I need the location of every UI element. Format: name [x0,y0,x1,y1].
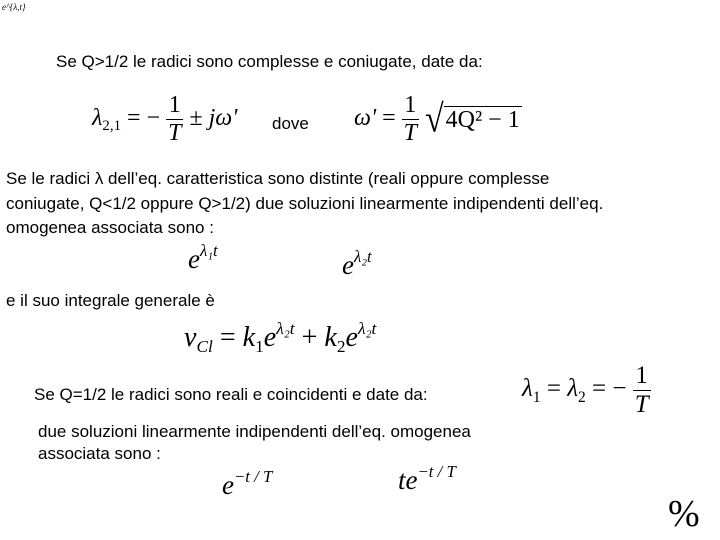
equation-equal-roots [522,362,651,419]
exp-exponent-1: λ₂t [276,318,295,338]
paragraph-complex-roots: Se Q>1/2 le radici sono complesse e coniugate, date da: [56,52,483,71]
paragraph-coincident-roots: Se Q=1/2 le radici sono reali e coincidenti e date da: [34,385,428,404]
lambda2-subscript: 2 [578,388,586,406]
label-dove: dove [272,114,309,133]
plus-sign: + [301,322,318,353]
exp-base: e [342,250,354,280]
exp-exponent: λ₁t [199,241,218,261]
exp-base: te [398,465,418,495]
paragraph-general-integral: e il suo integrale generale è [6,291,215,310]
radical-sign-icon: √ [424,97,444,141]
radicand: 4Q² − 1 [445,106,520,133]
v-symbol: v [184,322,197,353]
exp-base: e [222,470,234,500]
paragraph-distinct-roots-line2: coniugate, Q<1/2 oppure Q>1/2) due soluzioni linearmente indipendenti dell’eq. [6,194,604,213]
fraction-one-over-t [402,92,419,147]
exp-exponent: −t / T [233,467,273,487]
lambda-subscript: 2,1 [102,118,121,135]
fraction-numerator: 1 [635,362,648,389]
lambda-symbol: λ [92,105,103,132]
paragraph-distinct-roots-line3: omogenea associata sono : [6,218,214,237]
fraction-one-over-t [633,362,651,419]
equals-sign: = [546,375,561,403]
corner-formula-mark: e^{λ,t} [2,2,26,12]
k2-subscript: 2 [336,337,346,357]
solution-t-exp-minus-t-over-t [398,462,456,496]
equals-sign: = [219,322,236,353]
equation-lambda-complex [92,92,237,147]
solution-exp-lambda2 [342,247,372,281]
exp-base: e [188,244,200,274]
square-root [424,97,522,141]
k1-subscript: 1 [255,337,264,357]
fraction-numerator: 1 [404,92,417,118]
equals-sign: = [382,105,396,132]
exp-exponent-2: λ₂t [357,318,377,338]
lambda1-subscript: 1 [532,388,541,406]
fraction-one-over-t [166,92,183,147]
fraction-numerator: 1 [168,92,181,118]
paragraph-equal-roots-solutions-line1: due soluzioni linearmente indipendenti dell’eq. omogenea [38,422,471,441]
exp-exponent: λ₂t [353,247,372,267]
fraction-denominator: T [403,120,417,146]
lambda2-symbol: λ [567,375,579,403]
equation-omega-prime [354,92,522,147]
paragraph-distinct-roots-line1: Se le radici λ dell’eq. caratteristica sono distinte (reali oppure complesse [6,169,550,188]
v-subscript: Cl [196,337,213,357]
percent-symbol: % [668,493,700,535]
fraction-denominator: T [634,391,649,418]
exp-base-2: e [345,322,358,353]
k1-symbol: k [242,322,256,353]
solution-exp-minus-t-over-t [222,467,273,501]
solution-exp-lambda1 [188,241,218,275]
equation-general-integral [184,318,377,357]
exp-base-1: e [263,322,277,353]
fraction-denominator: T [168,120,182,146]
lambda1-symbol: λ [522,375,533,403]
equals-minus: = − [127,105,161,132]
exp-exponent: −t / T [417,462,456,482]
paragraph-equal-roots-solutions-line2: associata sono : [38,444,161,463]
plus-minus: ± [189,105,203,132]
k2-symbol: k [324,322,337,353]
omega-lhs: ω' [354,105,377,132]
imaginary-unit: j [208,105,216,132]
equals-minus: = − [592,375,627,403]
omega-prime: ω' [215,105,238,132]
